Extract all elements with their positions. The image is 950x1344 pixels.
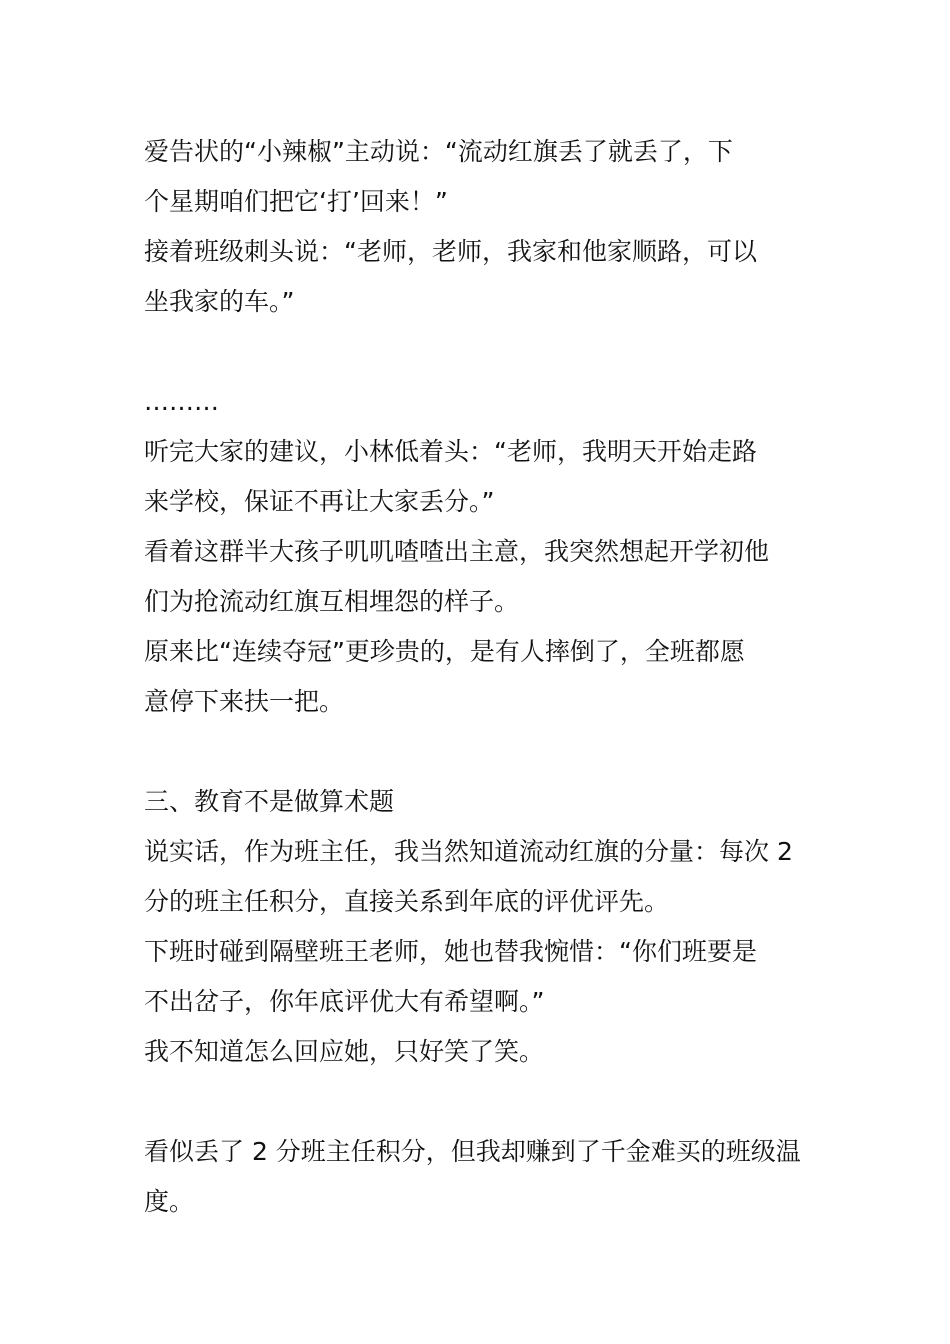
text-line: 看着这群半大孩子叽叽喳喳出主意，我突然想起开学初他 xyxy=(144,537,770,566)
text-line: 度。 xyxy=(144,1187,195,1216)
text-line: 们为抢流动红旗互相埋怨的样子。 xyxy=(144,587,520,616)
paragraph-spacer xyxy=(144,727,814,777)
text-line: 个星期咱们把它‘打’回来！” xyxy=(144,187,448,216)
text-line: 不出岔子，你年底评优大有希望啊。” xyxy=(144,987,545,1016)
text-line: 意停下来扶一把。 xyxy=(144,687,345,716)
text-line: 听完大家的建议，小林低着头：“老师，我明天开始走路 xyxy=(144,437,757,466)
text-line: 来学校，保证不再让大家丢分。” xyxy=(144,487,495,516)
text-line: 我不知道怎么回应她，只好笑了笑。 xyxy=(144,1037,545,1066)
paragraph-spacer xyxy=(144,1077,814,1127)
text-line: 说实话，作为班主任，我当然知道流动红旗的分量：每次 2 xyxy=(144,837,793,866)
text-line: 坐我家的车。” xyxy=(144,287,295,316)
text-line: 看似丢了 2 分班主任积分，但我却赚到了千金难买的班级温 xyxy=(144,1137,801,1166)
text-line: 下班时碰到隔壁班王老师，她也替我惋惜：“你们班要是 xyxy=(144,937,757,966)
ellipsis-line: ……… xyxy=(144,387,219,416)
document-page xyxy=(144,127,814,1227)
text-line: 接着班级刺头说：“老师，老师，我家和他家顺路，可以 xyxy=(144,237,757,266)
paragraph-spacer xyxy=(144,327,814,377)
text-line: 分的班主任积分，直接关系到年底的评优评先。 xyxy=(144,887,670,916)
text-line: 爱告状的“小辣椒”主动说：“流动红旗丢了就丢了，下 xyxy=(144,137,733,166)
section-heading: 三、教育不是做算术题 xyxy=(144,787,395,816)
text-line: 原来比“连续夺冠”更珍贵的，是有人摔倒了，全班都愿 xyxy=(144,637,745,666)
